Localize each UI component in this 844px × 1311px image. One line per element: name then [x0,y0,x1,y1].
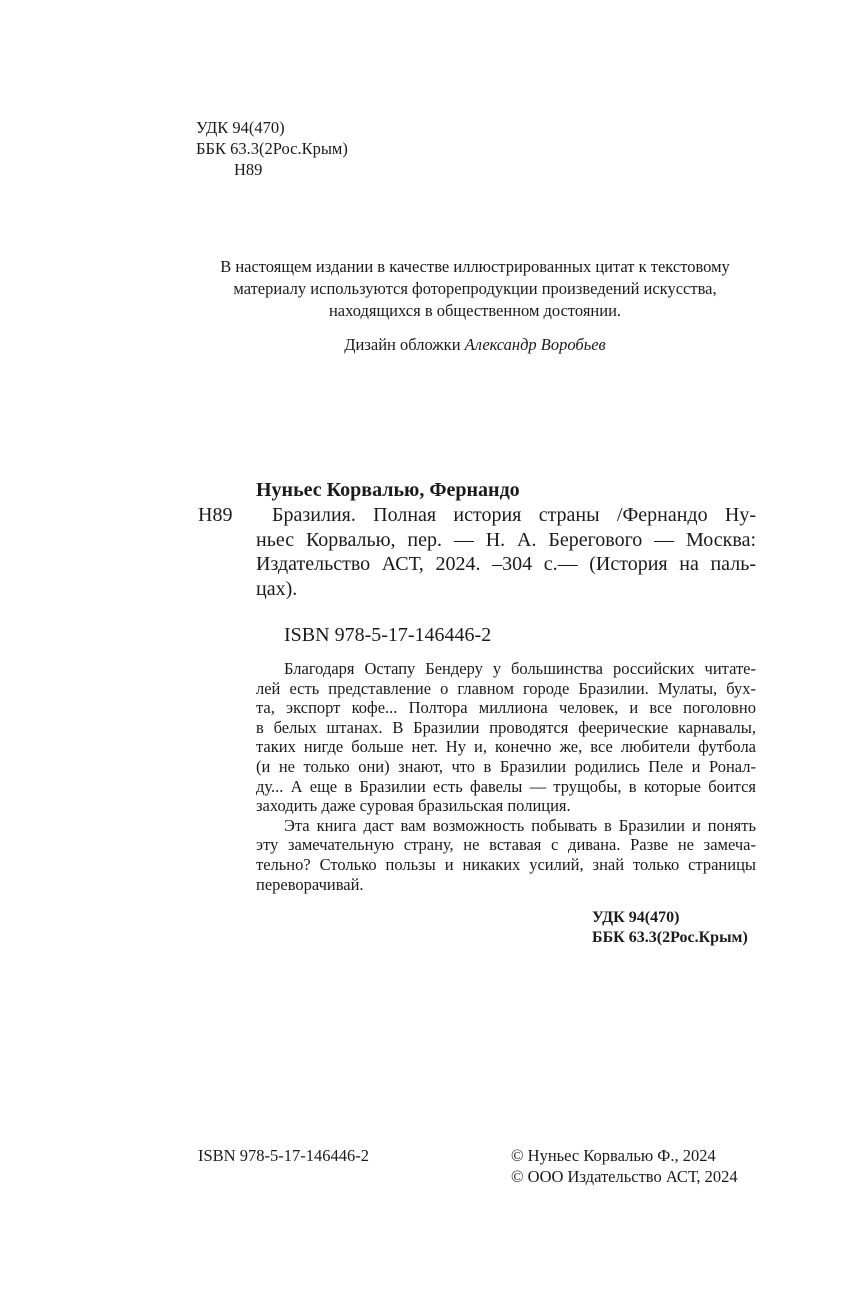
footer-isbn: ISBN 978-5-17-146446-2 [198,1146,369,1165]
annotation-line: заходить даже суровая бразильская полиция. [256,796,571,816]
description-line: цах). [256,577,298,600]
annotation-classification [592,908,748,948]
annotation-bbk: ББК 63.3(2Рос.Крым) [592,929,748,946]
annotation-line: (и не только они) знают, что в Бразилии родились Пеле и Ронал- [256,756,756,776]
annotation-udk: УДК 94(470) [592,909,680,926]
record-author: Нуньес Корвалью, Фернандо [256,479,520,501]
record-isbn: ISBN 978-5-17-146446-2 [284,624,492,646]
design-label: Дизайн обложки [344,335,461,354]
designer-name: Александр Воробьев [464,335,606,354]
description-line: Издательство АСТ, 2024. –304 с.— (История на паль- [256,553,756,575]
annotation-line: тельно? Столько пользы и никаких усилий, знай только страницы [256,854,756,874]
annotation [256,659,756,894]
record-description [256,503,756,601]
annotation-line: ду... А еще в Бразилии есть фавелы — трущобы, в которые боится [256,776,756,796]
bbk-code: ББК 63.3(2Рос.Крым) [196,139,348,158]
copyright-publisher: © ООО Издательство АСТ, 2024 [511,1167,738,1186]
author-mark: Н89 [234,160,263,179]
notice-line: находящихся в общественном достоянии. [328,301,622,320]
notice-line: материалу используются фоторепродукции произведений искусства, [233,279,717,298]
annotation-line: Благодаря Остапу Бендеру у большинства российских читате- [284,659,756,678]
notice-line: В настоящем издании в качестве иллюстрированных цитат к текстовому [220,257,730,276]
annotation-line: лей есть представление о главном городе Бразилии. Мулаты, бух- [256,678,756,698]
udk-code: УДК 94(470) [196,118,285,137]
description-line: ньес Корвалью, пер. — Н. А. Берегового — Москва: [256,528,756,551]
annotation-line: таких нигде больше нет. Ну и, конечно же, все любители футбола [256,737,756,757]
illustration-notice [150,256,800,322]
annotation-line: переворачивай. [256,874,364,894]
footer-copyright [511,1145,738,1187]
copyright-author: © Нуньес Корвалью Ф., 2024 [511,1146,716,1165]
cover-design-credit [150,334,800,356]
record-code: Н89 [198,504,233,526]
annotation-line: Эта книга даст вам возможность побывать в Бразилии и понять [284,815,756,835]
annotation-line: та, экспорт кофе... Полтора миллиона человек, и все поголовно [256,698,756,718]
description-line: Бразилия. Полная история страны /Фернандо Ну- [272,504,756,526]
annotation-line: в белых штанах. В Бразилии проводятся феерические карнавалы, [256,717,756,737]
annotation-line: эту замечательную страну, не вставая с дивана. Разве не замеча- [256,835,756,855]
